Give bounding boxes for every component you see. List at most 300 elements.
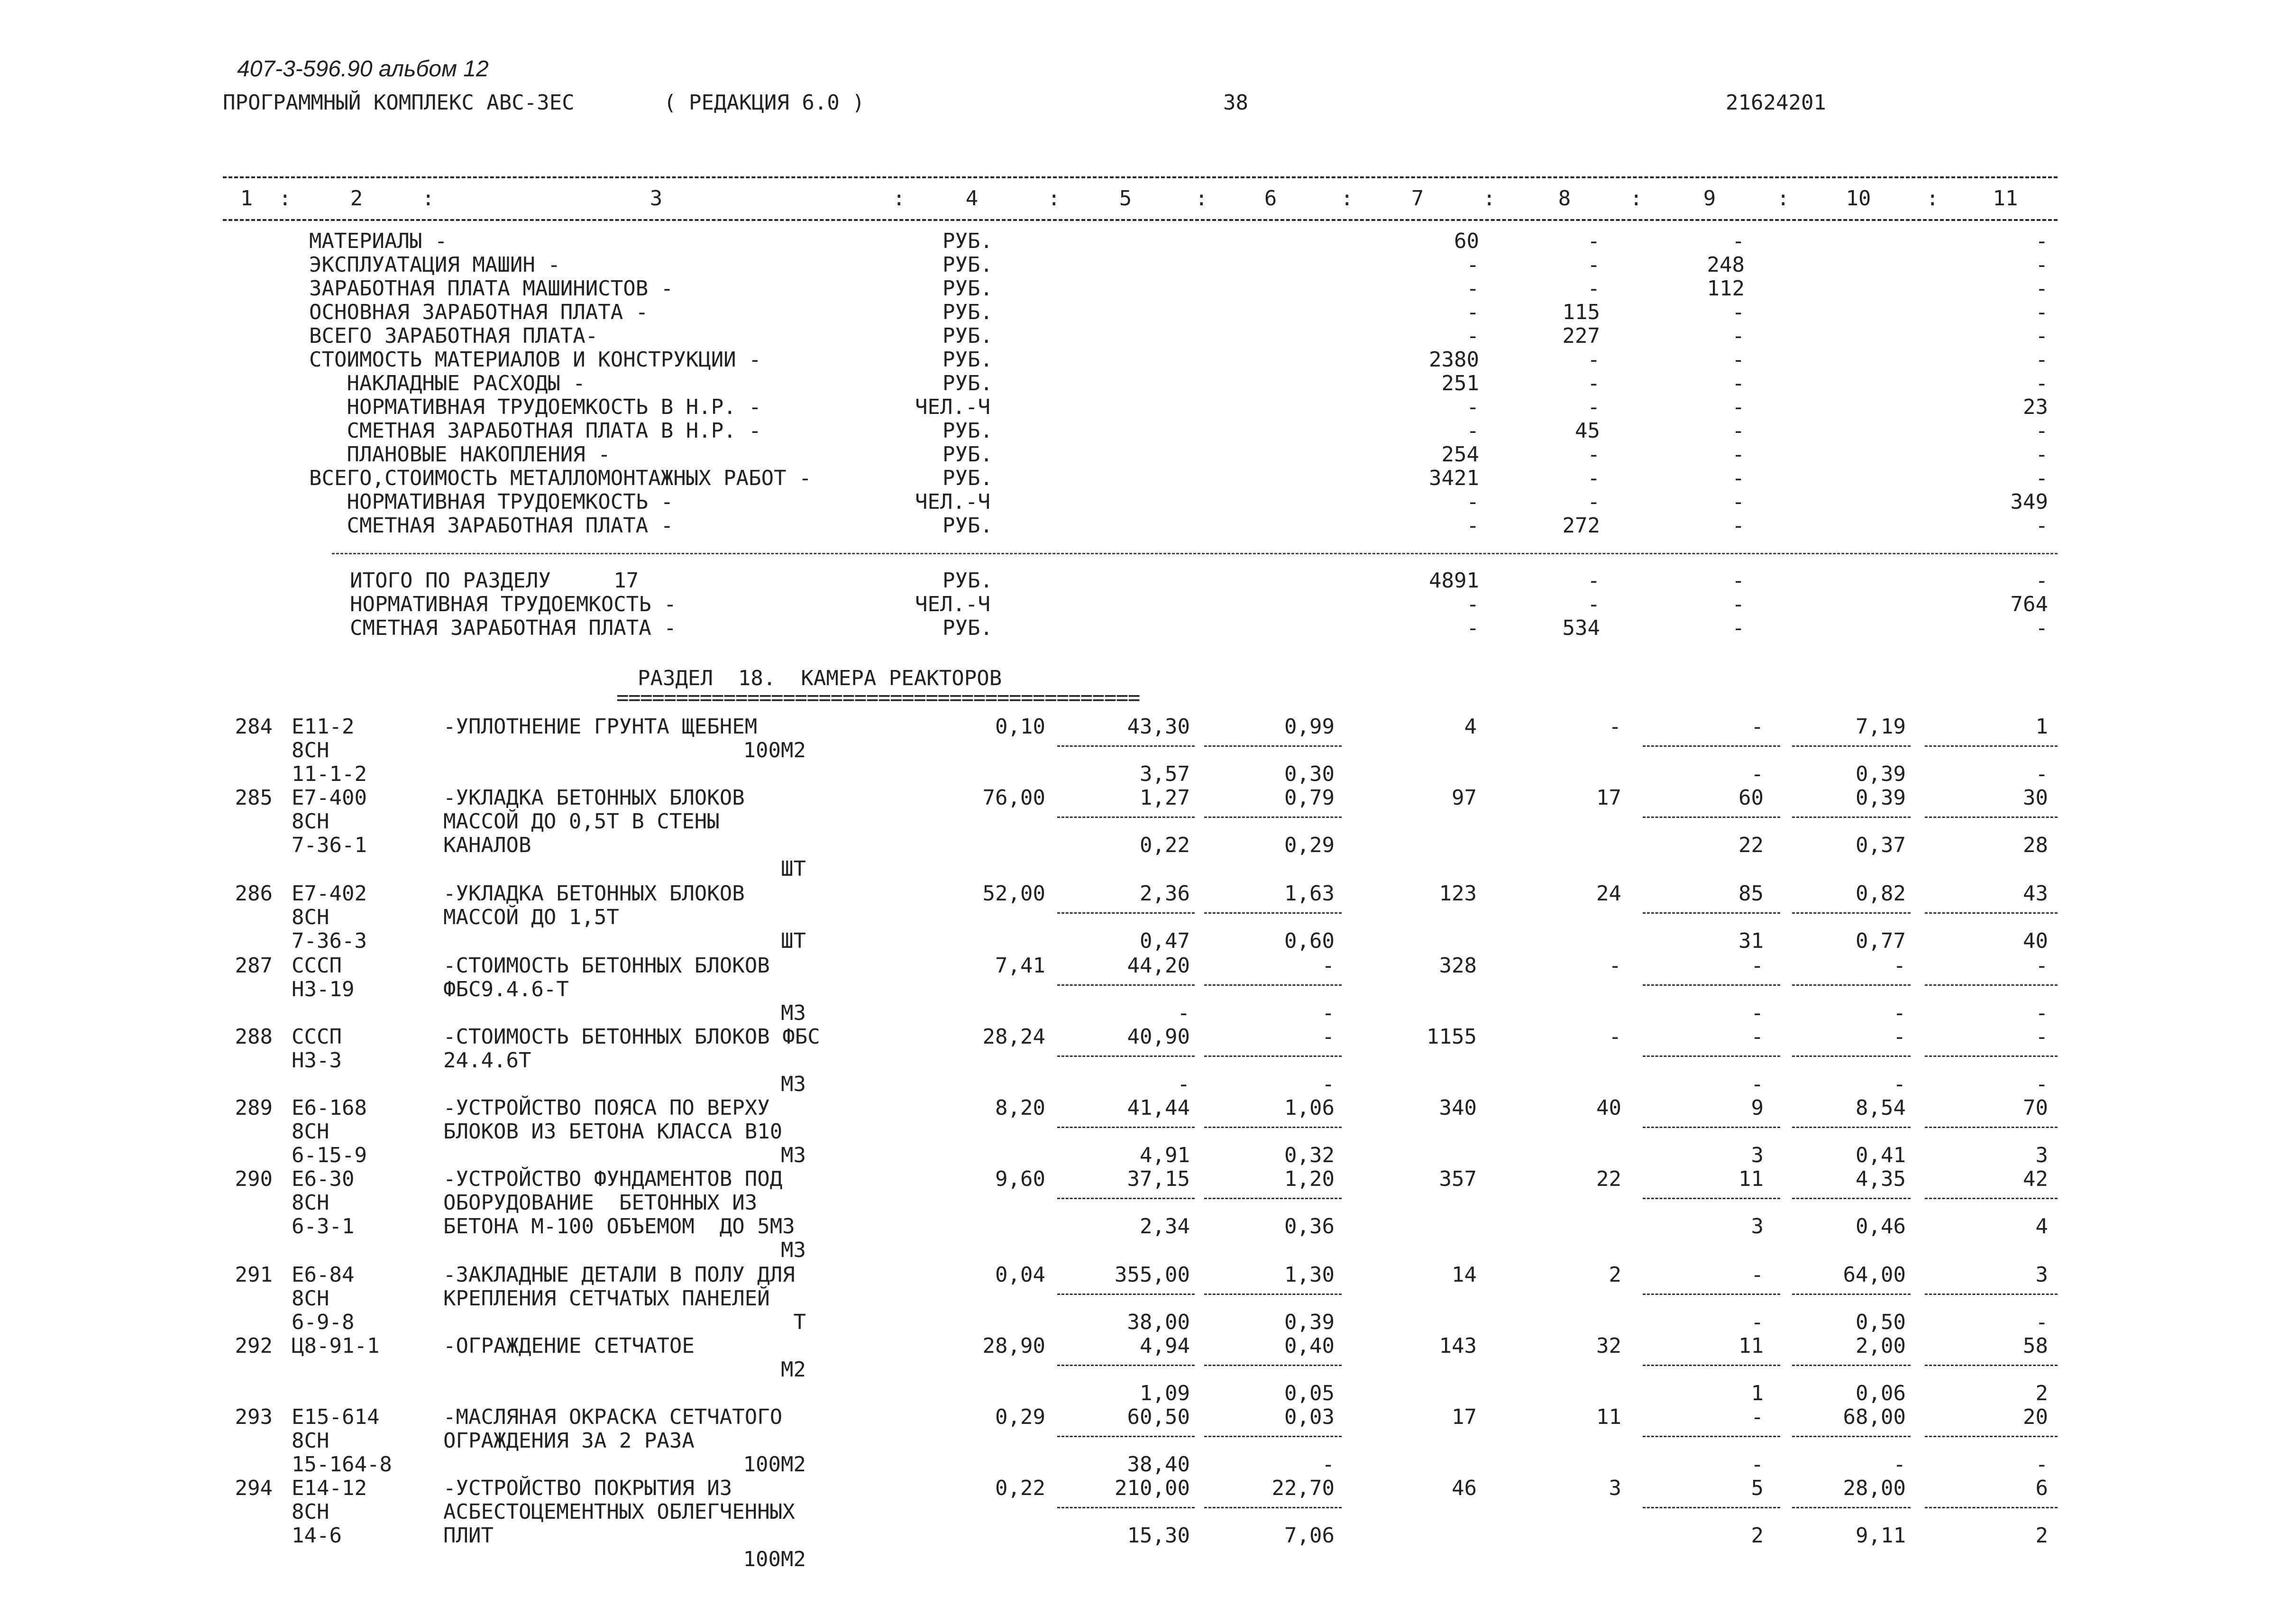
column-separator: : [1777,186,1790,211]
item-total-cost: 1155 [1427,1025,1477,1049]
section-title: РАЗДЕЛ 18. КАМЕРА РЕАКТОРОВ [638,666,1002,690]
summary-col11: - [2035,348,2048,372]
summary-col8: 115 [1562,300,1600,324]
item-machinist-norm: 0,06 [1856,1381,1906,1405]
item-wage-total: 24 [1596,881,1621,906]
item-machinist-total: 28 [2023,833,2048,857]
total-col8: - [1587,569,1600,593]
summary-label: СМЕТНАЯ ЗАРАБОТНАЯ ПЛАТА В Н.Р. - [309,419,761,443]
item-machinist-norm: - [1893,1452,1906,1477]
summary-label: ВСЕГО ЗАРАБОТНАЯ ПЛАТА- [309,324,598,348]
summary-col8: - [1587,466,1600,490]
item-description: ОГРАЖДЕНИЯ ЗА 2 РАЗА [443,1429,695,1453]
item-quantity: 0,29 [995,1405,1045,1429]
item-unit-wage: 1,30 [1284,1263,1335,1287]
item-unit-wage: - [1322,954,1335,978]
item-divider [1643,1365,1780,1366]
summary-label: ВСЕГО,СТОИМОСТЬ МЕТАЛЛОМОНТАЖНЫХ РАБОТ - [309,466,812,490]
column-separator: : [1048,186,1061,211]
item-unit-wage: 0,40 [1284,1334,1335,1358]
item-divider [1057,1055,1195,1057]
item-quantity: 76,00 [982,786,1045,810]
summary-unit: РУБ. [942,371,993,395]
column-separator: : [893,186,906,211]
summary-col9: 248 [1707,253,1745,277]
program-name: ПРОГРАММНЫЙ КОМПЛЕКС АВС-3ЕС [223,91,575,115]
summary-col11: 349 [2010,490,2048,514]
item-description: -СТОИМОСТЬ БЕТОННЫХ БЛОКОВ [443,954,770,978]
item-description: -УСТРОЙСТВО ПОКРЫТИЯ ИЗ [443,1476,732,1500]
item-code: 8СН [292,1286,329,1311]
item-description: -УПЛОТНЕНИЕ ГРУНТА ЩЕБНЕМ [443,715,758,739]
item-machine-price: 3,57 [1140,762,1190,786]
item-labor-norm: 7,19 [1856,715,1906,739]
item-quantity: 0,04 [995,1263,1045,1287]
item-divider [1792,1365,1911,1366]
edition-label: ( РЕДАКЦИЯ 6.0 ) [664,91,865,115]
summary-label: НАКЛАДНЫЕ РАСХОДЫ - [309,371,585,395]
item-divider [1204,1294,1342,1295]
item-total-cost: 14 [1452,1263,1477,1287]
total-col7: - [1466,592,1479,616]
column-header-6: 6 [1264,186,1277,211]
item-divider [1925,1294,2058,1295]
item-divider [1925,1507,2058,1508]
item-machine-cost: 11 [1738,1334,1764,1358]
item-machine-wage-total: 1 [1751,1381,1764,1405]
item-machinist-total: - [2035,762,2048,786]
item-code: Ц8-91-1 [292,1334,380,1358]
item-divider [1643,1127,1780,1128]
summary-col9: 112 [1707,276,1745,301]
item-description: 24.4.6Т [443,1048,531,1073]
summary-label: ОСНОВНАЯ ЗАРАБОТНАЯ ПЛАТА - [309,300,649,324]
item-machine-price: 1,09 [1140,1381,1190,1405]
item-divider [1204,1507,1342,1508]
summary-col7: - [1466,324,1479,348]
item-labor-norm: 0,39 [1856,786,1906,810]
column-header-4: 4 [965,186,979,211]
item-machine-cost: 60 [1738,786,1764,810]
item-machine-wage: 7,06 [1284,1523,1335,1548]
summary-col7: - [1466,300,1479,324]
column-header-7: 7 [1411,186,1424,211]
total-col11: - [2035,616,2048,640]
item-wage-total: 40 [1596,1096,1621,1120]
item-code: 6-9-8 [292,1310,355,1334]
item-description: ОБОРУДОВАНИЕ БЕТОННЫХ ИЗ [443,1191,758,1215]
item-divider [1643,1055,1780,1057]
item-description: ПЛИТ [443,1523,494,1548]
item-unit-price: 43,30 [1127,715,1190,739]
item-quantity: 28,24 [982,1025,1045,1049]
summary-col11: - [2035,514,2048,538]
summary-col7: 60 [1454,229,1479,253]
item-unit: 100М2 [743,738,806,762]
item-machine-price: 0,47 [1140,929,1190,953]
item-unit: Т [793,1310,806,1334]
summary-col7: - [1466,395,1479,419]
item-divider [1792,1436,1911,1437]
item-divider [1643,912,1780,914]
item-machine-price: - [1177,1072,1190,1096]
item-number: 288 [235,1025,273,1049]
item-machine-price: 15,30 [1127,1523,1190,1548]
item-divider [1792,984,1911,986]
item-divider [1925,1436,2058,1437]
item-unit-price: 41,44 [1127,1096,1190,1120]
summary-label: ПЛАНОВЫЕ НАКОПЛЕНИЯ - [309,442,611,467]
item-description: -МАСЛЯНАЯ ОКРАСКА СЕТЧАТОГО [443,1405,783,1429]
item-divider [1792,817,1911,818]
summary-col9: - [1732,395,1745,419]
item-machinist-norm: 0,77 [1856,929,1906,953]
summary-col8: 45 [1575,419,1600,443]
item-wage-total: 17 [1596,786,1621,810]
item-quantity: 0,10 [995,715,1045,739]
item-divider [1925,1365,2058,1366]
item-total-cost: 340 [1439,1096,1477,1120]
summary-col11: - [2035,229,2048,253]
item-unit-wage: 22,70 [1271,1476,1335,1500]
item-machine-cost: 9 [1751,1096,1764,1120]
item-description: КРЕПЛЕНИЯ СЕТЧАТЫХ ПАНЕЛЕЙ [443,1286,770,1311]
item-description: -ЗАКЛАДНЫЕ ДЕТАЛИ В ПОЛУ ДЛЯ [443,1263,795,1287]
item-divider [1057,745,1195,747]
summary-col11: - [2035,276,2048,301]
column-header-2: 2 [350,186,363,211]
summary-col11: - [2035,371,2048,395]
item-unit-price: 4,94 [1140,1334,1190,1358]
item-machinist-norm: 9,11 [1856,1523,1906,1548]
item-divider [1792,912,1911,914]
item-number: 290 [235,1167,273,1191]
summary-label: НОРМАТИВНАЯ ТРУДОЕМКОСТЬ - [309,490,674,514]
item-labor-norm: 68,00 [1843,1405,1906,1429]
summary-col9: - [1732,229,1745,253]
total-unit: РУБ. [942,569,993,593]
total-unit: РУБ. [942,616,993,640]
item-total-cost: 123 [1439,881,1477,906]
item-unit-price: 2,36 [1140,881,1190,906]
summary-col9: - [1732,442,1745,467]
item-divider [1792,1507,1911,1508]
item-number: 285 [235,786,273,810]
item-divider [1057,1294,1195,1295]
item-code: 8СН [292,1191,329,1215]
item-unit-wage: 0,99 [1284,715,1335,739]
item-machine-price: 0,22 [1140,833,1190,857]
item-unit-wage: 1,63 [1284,881,1335,906]
item-unit-wage: 1,06 [1284,1096,1335,1120]
item-unit: ШТ [781,929,806,953]
item-code: Е14-12 [292,1476,367,1500]
total-label: НОРМАТИВНАЯ ТРУДОЕМКОСТЬ - [350,592,677,616]
summary-col11: 23 [2023,395,2048,419]
summary-col8: - [1587,348,1600,372]
item-labor-total: - [2035,1025,2048,1049]
summary-label: СМЕТНАЯ ЗАРАБОТНАЯ ПЛАТА - [309,514,674,538]
item-unit-wage: 1,20 [1284,1167,1335,1191]
item-unit: М3 [781,1143,806,1167]
item-machine-wage: 0,30 [1284,762,1335,786]
item-divider [1643,984,1780,986]
item-machine-cost: 85 [1738,881,1764,906]
item-code: Е6-84 [292,1263,355,1287]
item-machine-wage: 0,36 [1284,1214,1335,1239]
summary-col9: - [1732,300,1745,324]
item-wage-total: - [1609,954,1621,978]
item-code: 14-6 [292,1523,342,1548]
item-code: Е7-400 [292,786,367,810]
item-divider [1204,1055,1342,1057]
summary-col11: - [2035,253,2048,277]
column-separator: : [1630,186,1643,211]
summary-col7: 2380 [1429,348,1479,372]
summary-unit: РУБ. [942,276,993,301]
total-label: СМЕТНАЯ ЗАРАБОТНАЯ ПЛАТА - [350,616,677,640]
item-machine-wage-total: - [1751,1072,1764,1096]
item-divider [1643,1198,1780,1199]
item-machine-price: 2,34 [1140,1214,1190,1239]
column-separator: : [279,186,292,211]
summary-col9: - [1732,466,1745,490]
item-total-cost: 46 [1452,1476,1477,1500]
item-labor-total: 1 [2035,715,2048,739]
summary-col7: - [1466,419,1479,443]
item-number: 286 [235,881,273,906]
total-unit: ЧЕЛ.-Ч [915,592,990,616]
summary-unit: ЧЕЛ.-Ч [915,490,990,514]
item-unit: М3 [781,1072,806,1096]
item-labor-total: 42 [2023,1167,2048,1191]
item-machine-cost: - [1751,954,1764,978]
item-machinist-total: - [2035,1072,2048,1096]
item-divider [1925,912,2058,914]
summary-col9: - [1732,324,1745,348]
item-machine-wage-total: - [1751,1452,1764,1477]
item-wage-total: 22 [1596,1167,1621,1191]
item-machine-wage: - [1322,1072,1335,1096]
item-divider [1057,1436,1195,1437]
item-code: 7-36-1 [292,833,367,857]
item-unit: 100М2 [743,1547,806,1571]
item-divider [1792,1198,1911,1199]
item-labor-norm: 28,00 [1843,1476,1906,1500]
item-machine-wage-total: 3 [1751,1214,1764,1239]
column-header-3: 3 [649,186,663,211]
summary-label: МАТЕРИАЛЫ - [309,229,448,253]
item-code: 6-15-9 [292,1143,367,1167]
summary-col9: - [1732,419,1745,443]
item-code: СССП [292,954,342,978]
item-divider [1792,1127,1911,1128]
item-machinist-total: 2 [2035,1381,2048,1405]
summary-col11: - [2035,324,2048,348]
item-code: 8СН [292,1119,329,1144]
column-header-9: 9 [1703,186,1716,211]
item-unit: ШТ [781,857,806,881]
summary-col9: - [1732,348,1745,372]
item-description: КАНАЛОВ [443,833,531,857]
item-total-cost: 97 [1452,786,1477,810]
item-machine-price: - [1177,1001,1190,1025]
total-col9: - [1732,592,1745,616]
item-machine-wage-total: 22 [1738,833,1764,857]
item-machine-wage-total: - [1751,1001,1764,1025]
item-machinist-norm: 0,39 [1856,762,1906,786]
item-total-cost: 143 [1439,1334,1477,1358]
document-code: 21624201 [1726,91,1826,115]
total-label: ИТОГО ПО РАЗДЕЛУ 17 [350,569,639,593]
item-description: -СТОИМОСТЬ БЕТОННЫХ БЛОКОВ ФБС [443,1025,820,1049]
item-code: 8СН [292,1500,329,1524]
item-unit-wage: 0,03 [1284,1405,1335,1429]
summary-col8: - [1587,442,1600,467]
total-col11: 764 [2010,592,2048,616]
item-labor-total: 3 [2035,1263,2048,1287]
item-unit-price: 37,15 [1127,1167,1190,1191]
summary-col8: - [1587,276,1600,301]
summary-unit: РУБ. [942,419,993,443]
item-number: 287 [235,954,273,978]
item-code: Е11-2 [292,715,355,739]
summary-col8: - [1587,229,1600,253]
item-machine-wage-total: 31 [1738,929,1764,953]
item-unit: М2 [781,1358,806,1382]
item-divider [1925,984,2058,986]
summary-col7: - [1466,490,1479,514]
summary-unit: РУБ. [942,324,993,348]
item-divider [1204,1127,1342,1128]
item-machine-price: 4,91 [1140,1143,1190,1167]
table-top-rule [223,176,2058,178]
item-divider [1204,745,1342,747]
item-machine-cost: - [1751,715,1764,739]
column-header-8: 8 [1558,186,1571,211]
item-machine-cost: - [1751,1405,1764,1429]
summary-col8: 272 [1562,514,1600,538]
item-machine-cost: 11 [1738,1167,1764,1191]
item-machinist-total: 40 [2023,929,2048,953]
summary-label: СТОИМОСТЬ МАТЕРИАЛОВ И КОНСТРУКЦИИ - [309,348,761,372]
total-col9: - [1732,616,1745,640]
section-title-underline: ============================================ [616,686,1140,710]
item-divider [1925,1055,2058,1057]
item-divider [1057,984,1195,986]
summary-col8: - [1587,490,1600,514]
item-unit-price: 44,20 [1127,954,1190,978]
total-col7: - [1466,616,1479,640]
item-divider [1057,1507,1195,1508]
item-description: МАССОЙ ДО 1,5Т [443,905,619,929]
item-unit-price: 210,00 [1115,1476,1190,1500]
item-quantity: 52,00 [982,881,1045,906]
item-code: Е15-614 [292,1405,380,1429]
summary-unit: ЧЕЛ.-Ч [915,395,990,419]
item-machinist-norm: 0,37 [1856,833,1906,857]
item-labor-norm: - [1893,954,1906,978]
column-separator: : [1341,186,1354,211]
item-labor-total: 43 [2023,881,2048,906]
item-labor-norm: 4,35 [1856,1167,1906,1191]
item-labor-total: 6 [2035,1476,2048,1500]
item-number: 291 [235,1263,273,1287]
item-description: -УСТРОЙСТВО ФУНДАМЕНТОВ ПОД [443,1167,783,1191]
item-divider [1792,745,1911,747]
item-code: Е6-168 [292,1096,367,1120]
item-divider [1643,1436,1780,1437]
item-machinist-norm: 0,50 [1856,1310,1906,1334]
item-unit-price: 60,50 [1127,1405,1190,1429]
item-code: 6-3-1 [292,1214,355,1239]
item-machine-wage: - [1322,1001,1335,1025]
summary-total-rule [332,553,2058,554]
summary-col8: - [1587,371,1600,395]
summary-col11: - [2035,419,2048,443]
item-labor-total: 30 [2023,786,2048,810]
item-code: 15-164-8 [292,1452,392,1477]
item-total-cost: 357 [1439,1167,1477,1191]
item-code: Е6-30 [292,1167,355,1191]
total-col8: 534 [1562,616,1600,640]
item-code: Н3-19 [292,977,355,1001]
column-header-10: 10 [1846,186,1871,211]
item-divider [1057,1127,1195,1128]
item-code: 8СН [292,905,329,929]
item-divider [1204,1436,1342,1437]
item-description: -УКЛАДКА БЕТОННЫХ БЛОКОВ [443,881,745,906]
column-separator: : [422,186,435,211]
item-description: ФБС9.4.6-Т [443,977,569,1001]
summary-col8: 227 [1562,324,1600,348]
summary-col7: 3421 [1429,466,1479,490]
item-description: -ОГРАЖДЕНИЕ СЕТЧАТОЕ [443,1334,695,1358]
item-divider [1643,745,1780,747]
item-description: -УСТРОЙСТВО ПОЯСА ПО ВЕРХУ [443,1096,770,1120]
item-quantity: 28,90 [982,1334,1045,1358]
item-machinist-total: - [2035,1001,2048,1025]
total-col8: - [1587,592,1600,616]
summary-unit: РУБ. [942,514,993,538]
item-machine-wage-total: 3 [1751,1143,1764,1167]
item-unit: М3 [781,1001,806,1025]
item-machinist-total: 3 [2035,1143,2048,1167]
item-divider [1057,1198,1195,1199]
item-wage-total: 11 [1596,1405,1621,1429]
item-divider [1925,745,2058,747]
column-separator: : [1926,186,1939,211]
item-total-cost: 17 [1452,1405,1477,1429]
item-divider [1204,984,1342,986]
item-machine-wage: - [1322,1452,1335,1477]
summary-col9: - [1732,514,1745,538]
item-wage-total: 2 [1609,1263,1621,1287]
summary-col7: - [1466,253,1479,277]
item-code: Е7-402 [292,881,367,906]
summary-col11: - [2035,466,2048,490]
item-machinist-total: - [2035,1452,2048,1477]
item-divider [1204,912,1342,914]
column-header-1: 1 [240,186,253,211]
summary-unit: РУБ. [942,253,993,277]
item-labor-norm: 64,00 [1843,1263,1906,1287]
summary-col7: 251 [1441,371,1479,395]
item-wage-total: 32 [1596,1334,1621,1358]
item-unit-price: 40,90 [1127,1025,1190,1049]
item-divider [1204,1365,1342,1366]
item-description: -УКЛАДКА БЕТОННЫХ БЛОКОВ [443,786,745,810]
